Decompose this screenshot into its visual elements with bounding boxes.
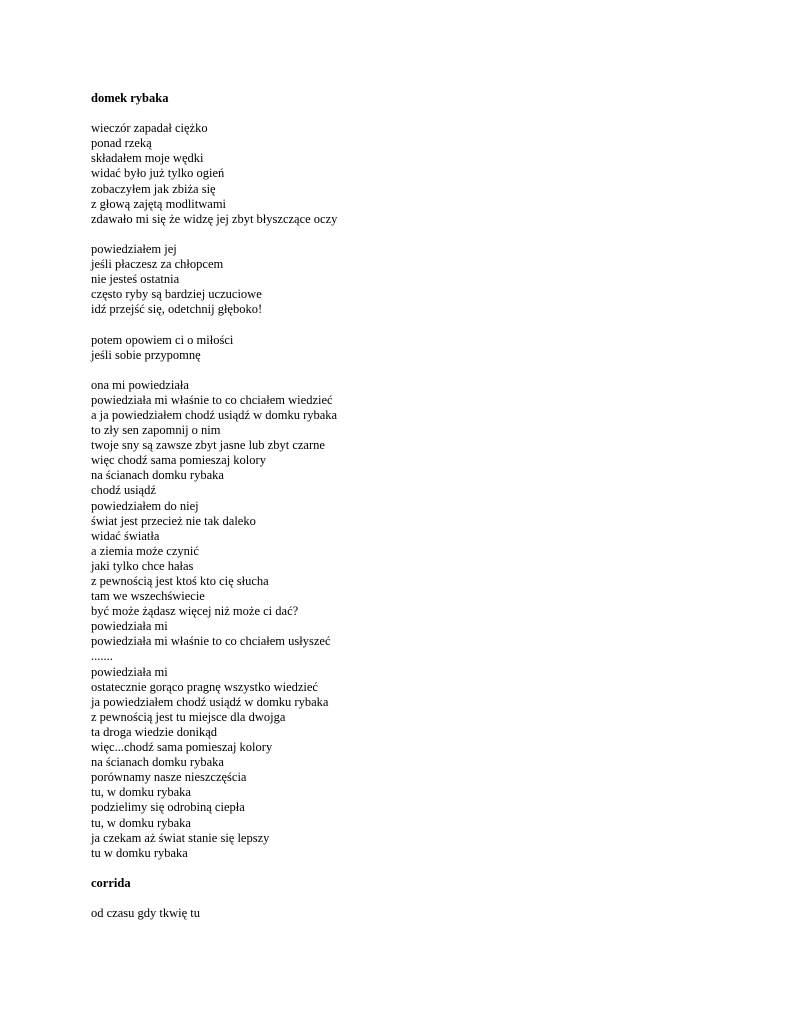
poem-line: być może żądasz więcej niż może ci dać? — [91, 604, 299, 619]
poem-line: tu, w domku rybaka — [91, 785, 191, 800]
poem-line: na ścianach domku rybaka — [91, 468, 224, 483]
poem-line: jeśli sobie przypomnę — [91, 347, 201, 362]
poem-line: z pewnością jest ktoś kto cię słucha — [91, 574, 269, 588]
poem-line: składałem moje wędki — [91, 151, 204, 166]
poem-line: ostatecznie gorąco pragnę wszystko wiedzieć — [91, 679, 318, 694]
poem-line: a ziemia może czynić — [91, 543, 199, 558]
poem-line: tu w domku rybaka — [91, 845, 188, 860]
poem-line: widać światła — [91, 528, 160, 543]
poem-line: tam we wszechświecie — [91, 589, 205, 604]
poem-line: od czasu gdy tkwię tu — [91, 906, 201, 921]
poem-line: widać było już tylko ogień — [91, 166, 225, 181]
poem-line: jaki tylko chce hałas — [91, 558, 194, 573]
poem-line: to zły sen zapomnij o nim — [91, 423, 221, 438]
poem-line: powiedziałem do niej — [91, 498, 199, 513]
poem-line: nie jesteś ostatnia — [91, 272, 180, 287]
poem-line: chodź usiądź — [91, 483, 156, 498]
stanza — [91, 242, 731, 317]
stanza-gap — [91, 891, 731, 906]
stanza-gap — [91, 106, 731, 121]
poem-line: powiedziałem jej — [91, 241, 177, 256]
poem-line: potem opowiem ci o miłości — [91, 332, 234, 347]
poem-line: porównamy nasze nieszczęścia — [91, 770, 247, 785]
stanza — [91, 378, 731, 861]
poem-line: ta droga wiedzie donikąd — [91, 724, 217, 739]
poem-line: powiedziała mi właśnie to co chciałem wiedzieć — [91, 392, 333, 407]
poem-line: wieczór zapadał ciężko — [91, 121, 208, 136]
poem-line: ja czekam aż świat stanie się lepszy — [91, 830, 270, 845]
stanza — [91, 333, 731, 363]
poem-line: ponad rzeką — [91, 136, 152, 151]
poem-line: zdawało mi się że widzę jej zbyt błyszczące oczy — [91, 211, 338, 226]
poem-line: często ryby są bardziej uczuciowe — [91, 287, 262, 302]
poem-gap — [91, 861, 731, 876]
poem-line: zobaczyłem jak zbiża się — [91, 181, 216, 196]
poem-line: a ja powiedziałem chodź usiądź w domku rybaka — [91, 407, 338, 422]
poem-line: podzielimy się odrobiną ciepła — [91, 800, 245, 815]
stanza-gap — [91, 227, 731, 242]
poem-line: powiedziała mi właśnie to co chciałem usłyszeć — [91, 634, 331, 649]
poem-line: tu, w domku rybaka — [91, 815, 191, 830]
stanza-gap — [91, 317, 731, 332]
stanza-gap — [91, 363, 731, 378]
poem-line: z głową zajętą modlitwami — [91, 196, 227, 211]
poem-line: ona mi powiedziała — [91, 377, 189, 392]
poem-line: jeśli płaczesz za chłopcem — [91, 257, 224, 272]
document-page — [91, 91, 731, 921]
poem-line: więc chodź sama pomieszaj kolory — [91, 453, 266, 468]
poem-line: twoje sny są zawsze zbyt jasne lub zbyt czarne — [91, 438, 325, 453]
poem-line: świat jest przecież nie tak daleko — [91, 513, 256, 528]
poem-title: domek rybaka — [91, 91, 169, 105]
poem-title: corrida — [91, 875, 131, 890]
poem-line: powiedziała mi — [91, 664, 168, 679]
poem-line: z pewnością jest tu miejsce dla dwojga — [91, 709, 286, 724]
poem-line: powiedziała mi — [91, 619, 168, 634]
poem-line: na ścianach domku rybaka — [91, 755, 224, 770]
poem-line: ....... — [91, 649, 113, 664]
poem-line: idź przejść się, odetchnij głęboko! — [91, 302, 263, 317]
poem-line: ja powiedziałem chodź usiądź w domku rybaka — [91, 694, 329, 709]
stanza — [91, 121, 731, 227]
stanza — [91, 906, 731, 921]
poem-line: więc...chodź sama pomieszaj kolory — [91, 740, 273, 755]
